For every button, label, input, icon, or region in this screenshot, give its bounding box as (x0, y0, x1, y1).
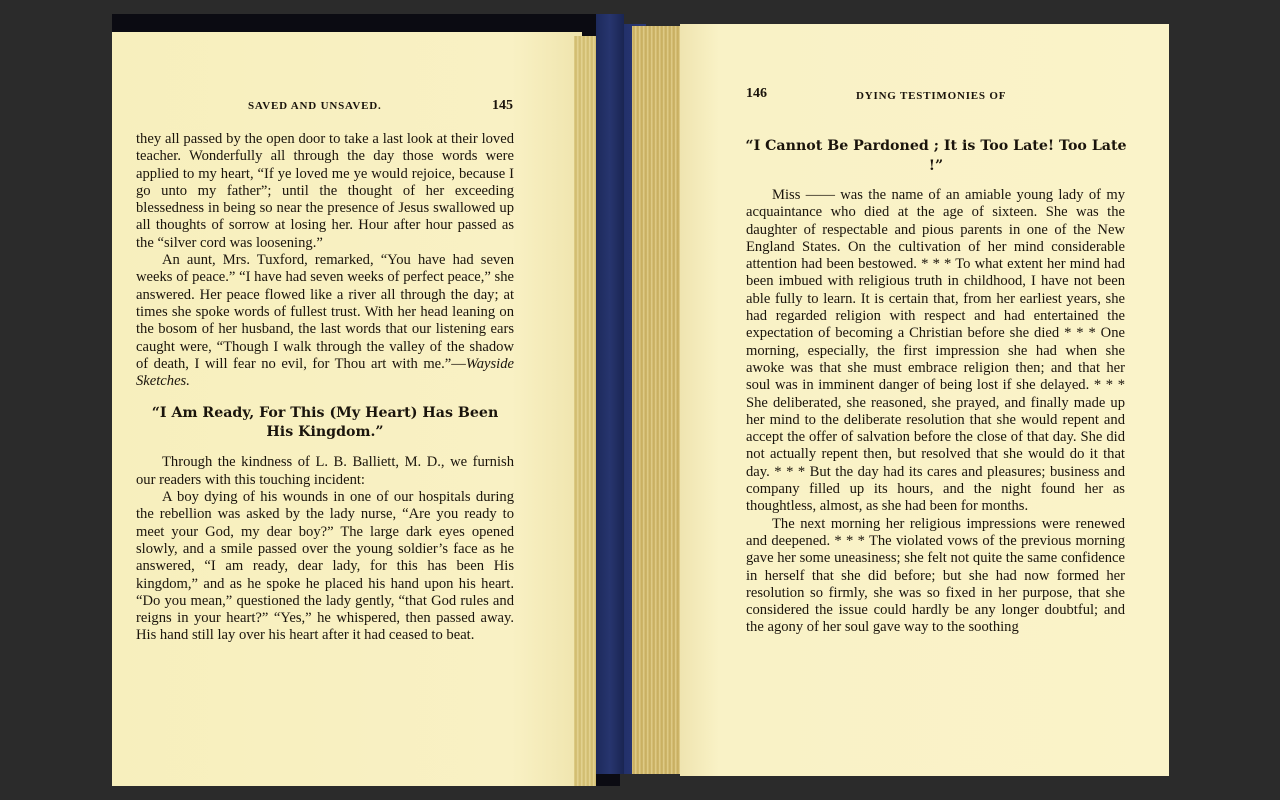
right-page (680, 24, 1169, 776)
running-head-right: DYING TESTIMONIES OF (856, 90, 1007, 102)
page-edges-left (574, 36, 596, 786)
paragraph: A boy dying of his wounds in one of our hospitals during the rebellion was asked by the lady nurse, “Are you ready to meet your God, my dear boy?” The large dark eyes opened slowly, and a smile passed over the young soldier’s face as he answered, “I am ready, dear lady, for this has been His kingdom,” and as he spoke he placed his hand upon his heart. “Do you mean,” questioned the lady gently, “that God rules and reigns in your heart?” “Yes,” he whispered, then passed away. His hand still lay over his heart after it had ceased to beat. (136, 489, 514, 644)
paragraph: Miss —— was the name of an amiable young lady of my acquaintance who died at the age of sixteen. She was the daughter of respectable and pious parents in one of the New England States. On the cultivation of her mind considerable attention had been bestowed. * * * To what extent her mind had been imbued with religious truth in childhood, I have not been able fully to learn. It is certain that, from her earliest years, she had regarded religion with respect and had entertained the expectation of becoming a Christian before she died * * * One morning, especially, the first impression she had when she awoke was that she must embrace religion then; and that her soul was in imminent danger of being lost if she delayed. * * * She deliberated, she reasoned, she prayed, and finally made up her mind to the deliberate resolution that she would repent and accept the offer of salvation before the close of that day. She did not actually repent then, but resolved that she would do it that day. * * * But the day had its cares and pleasures; business and company filled up its hours, and the night found her as thoughtless, almost, as she had been for months. (746, 187, 1125, 515)
left-page-body (136, 131, 514, 645)
page-edges-right (632, 26, 680, 774)
right-page-body (746, 187, 1125, 637)
running-head-left: SAVED AND UNSAVED. (248, 100, 382, 112)
section-heading: “I Cannot Be Pardoned ; It is Too Late! Too Late !” (745, 138, 1127, 174)
page-number-left: 145 (492, 98, 513, 113)
book-spine (596, 14, 624, 774)
paragraph: they all passed by the open door to take a last look at their loved teacher. Wonderfully all through the day those words were applied to my heart, “If ye loved me ye would rejoice, because I go unto my father”; until the thought of her exceeding blessedness in being so near the presence of Jesus swallowed up all thoughts of sorrow at losing her. Hour after hour passed as the “silver cord was loosening.” (136, 131, 514, 251)
paragraph (136, 252, 514, 390)
left-page (112, 32, 582, 786)
section-heading: “I Am Ready, For This (My Heart) Has Been His Kingdom.” (151, 405, 499, 441)
page-number-right: 146 (746, 86, 767, 101)
paragraph-text: An aunt, Mrs. Tuxford, remarked, “You have had seven weeks of peace.” “I have had seven weeks of perfect peace,” she answered. Her peace flowed like a river all through the day; at times she spoke words of fullest trust. With her head leaning on the bosom of her husband, the last words that our listening ears caught were, “Though I walk through the valley of the shadow of death, I will fear no evil, for Thou art with me.”— (136, 252, 514, 372)
paragraph: Through the kindness of L. B. Balliett, M. D., we furnish our readers with this touching incident: (136, 454, 514, 488)
paragraph: The next morning her religious impressions were renewed and deepened. * * * The violated vows of the previous morning gave her some uneasiness; she felt not quite the same confidence in herself that she did before; but she had now formed her resolution so firmly, she was so fixed in her purpose, that she considered the issue could hardly be any longer doubtful; and the agony of her soul gave way to the soothing (746, 515, 1125, 636)
source-citation: Wayside Sketches. (136, 355, 514, 390)
